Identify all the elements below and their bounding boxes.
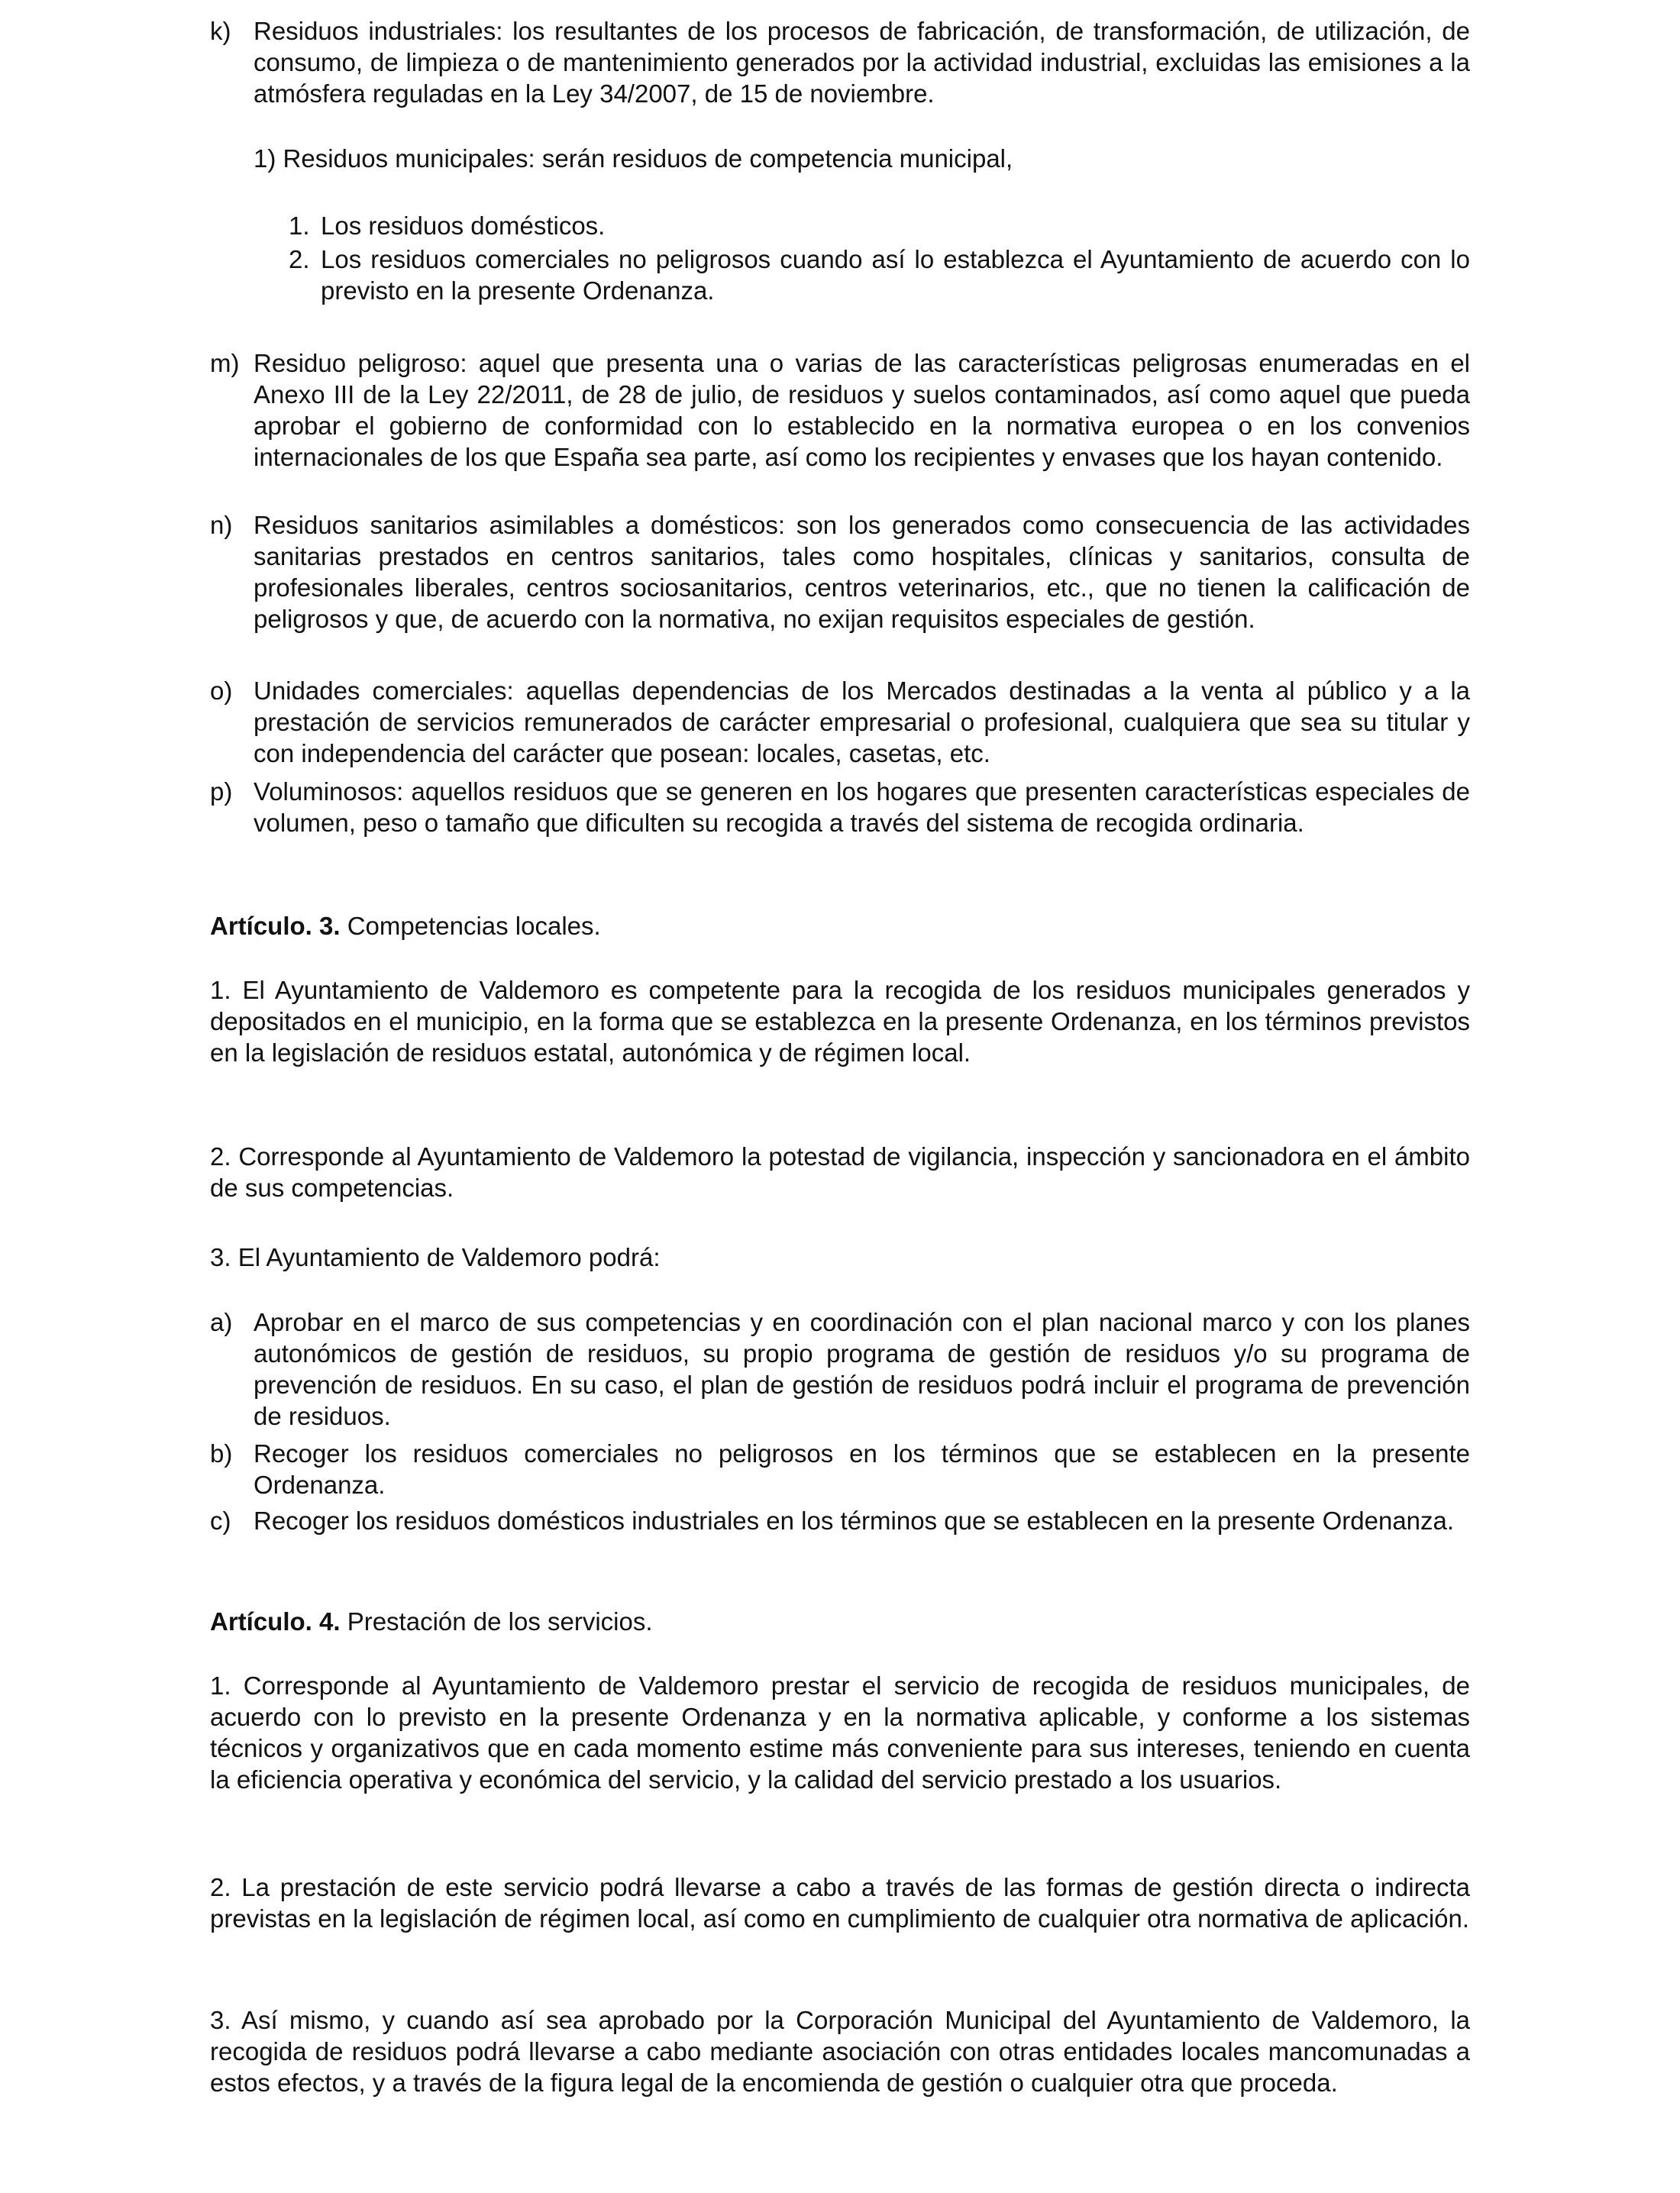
article-4-heading <box>210 1606 1470 1637</box>
sub-heading-municipal: 1) Residuos municipales: serán residuos de competencia municipal, <box>254 144 1013 173</box>
item-label: 1. <box>289 212 310 240</box>
definition-m <box>210 347 1470 473</box>
item-text: Los residuos comerciales no peligrosos cuando así lo establezca el Ayuntamiento de acuerdo con lo previsto en la presente Ordenanza. <box>321 245 1470 305</box>
item-label: n) <box>210 511 233 539</box>
article-title: Competencias locales. <box>340 912 601 940</box>
item-text: Residuos industriales: los resultantes de los procesos de fabricación, de transformación, de utilización, de consumo, de limpieza o de mantenimiento generados por la actividad industrial, excluidas las emisiones a la atmósfera reguladas en la Ley 34/2007, de 15 de noviembre. <box>254 17 1470 108</box>
item-text: Recoger los residuos domésticos industriales en los términos que se establecen en la presente Ordenanza. <box>254 1507 1455 1535</box>
item-label: k) <box>210 17 231 45</box>
article-3-item-b <box>210 1438 1470 1500</box>
article-3-item-a <box>210 1306 1470 1432</box>
article-4-paragraph-1: 1. Corresponde al Ayuntamiento de Valdemoro prestar el servicio de recogida de residuos municipales, de acuerdo con lo previsto en la presente Ordenanza y en la normativa aplicable, y conforme a los sistemas técnicos y organizativos que en cada momento estime más conveniente para sus intereses, teniendo en cuenta la eficiencia operativa y económica del servicio, y la calidad del servicio prestado a los usuarios. <box>210 1671 1470 1794</box>
item-text: Voluminosos: aquellos residuos que se generen en los hogares que presenten características especiales de volumen, peso o tamaño que dificulten su recogida a través del sistema de recogida ordinaria. <box>254 777 1470 837</box>
item-label: o) <box>210 677 233 705</box>
article-number: Artículo. 4. <box>210 1607 341 1636</box>
item-label: 2. <box>289 245 310 273</box>
item-label: c) <box>210 1507 231 1535</box>
article-3-paragraph-3: 3. El Ayuntamiento de Valdemoro podrá: <box>210 1243 661 1271</box>
item-label: p) <box>210 777 233 806</box>
definition-k <box>210 15 1470 109</box>
article-3-heading <box>210 910 1470 941</box>
definition-p <box>210 776 1470 838</box>
item-text: Unidades comerciales: aquellas dependencias de los Mercados destinadas a la venta al público y a la prestación de servicios remunerados de carácter empresarial o profesional, cualquiera que sea su titular y con independencia del carácter que posean: locales, casetas, etc. <box>254 677 1470 767</box>
article-number: Artículo. 3. <box>210 912 341 940</box>
item-text: Los residuos domésticos. <box>321 212 606 240</box>
item-label: a) <box>210 1308 233 1336</box>
item-label: m) <box>210 349 240 377</box>
item-text: Recoger los residuos comerciales no peligrosos en los términos que se establecen en la presente Ordenanza. <box>254 1439 1470 1499</box>
article-3-item-c <box>210 1505 1470 1536</box>
item-text: Residuos sanitarios asimilables a domésticos: son los generados como consecuencia de las actividades sanitarias prestados en centros sanitarios, tales como hospitales, clínicas y sanitarios, consulta de profesionales liberales, centros sociosanitarios, centros veterinarios, etc., que no tienen la calificación de peligrosos y que, de acuerdo con la normativa, no exijan requisitos especiales de gestión. <box>254 511 1470 633</box>
definition-n <box>210 509 1470 635</box>
article-3-paragraph-1: 1. El Ayuntamiento de Valdemoro es competente para la recogida de los residuos municipales generados y depositados en el municipio, en la forma que se establezca en la presente Ordenanza, en los términos previstos en la legislación de residuos estatal, autonómica y de régimen local. <box>210 976 1470 1067</box>
article-4-paragraph-2: 2. La prestación de este servicio podrá llevarse a cabo a través de las formas de gestión directa o indirecta previstas en la legislación de régimen local, así como en cumplimiento de cualquier otra normativa de aplicación. <box>210 1873 1470 1933</box>
article-3-paragraph-2: 2. Corresponde al Ayuntamiento de Valdemoro la potestad de vigilancia, inspección y sancionadora en el ámbito de sus competencias. <box>210 1142 1470 1202</box>
sub-list-item <box>289 244 1470 306</box>
definition-o <box>210 675 1470 769</box>
item-text: Residuo peligroso: aquel que presenta una o varias de las características peligrosas enumeradas en el Anexo III de la Ley 22/2011, de 28 de julio, de residuos y suelos contaminados, así como aquel que pueda aprobar el gobierno de conformidad con lo establecido en la normativa europea o en los convenios internacionales de los que España sea parte, así como los recipientes y envases que los hayan contenido. <box>254 349 1470 471</box>
item-label: b) <box>210 1439 233 1468</box>
article-4-paragraph-3: 3. Así mismo, y cuando así sea aprobado por la Corporación Municipal del Ayuntamiento de Valdemoro, la recogida de residuos podrá llevarse a cabo mediante asociación con otras entidades locales mancomunadas a estos efectos, y a través de la figura legal de la encomienda de gestión o cualquier otra que proceda. <box>210 2006 1470 2097</box>
article-title: Prestación de los servicios. <box>340 1607 653 1636</box>
item-text: Aprobar en el marco de sus competencias y en coordinación con el plan nacional marco y con los planes autonómicos de gestión de residuos, su propio programa de gestión de residuos y/o su programa de prevención de residuos. En su caso, el plan de gestión de residuos podrá incluir el programa de prevención de residuos. <box>254 1308 1470 1430</box>
sub-list-item <box>289 210 1470 241</box>
